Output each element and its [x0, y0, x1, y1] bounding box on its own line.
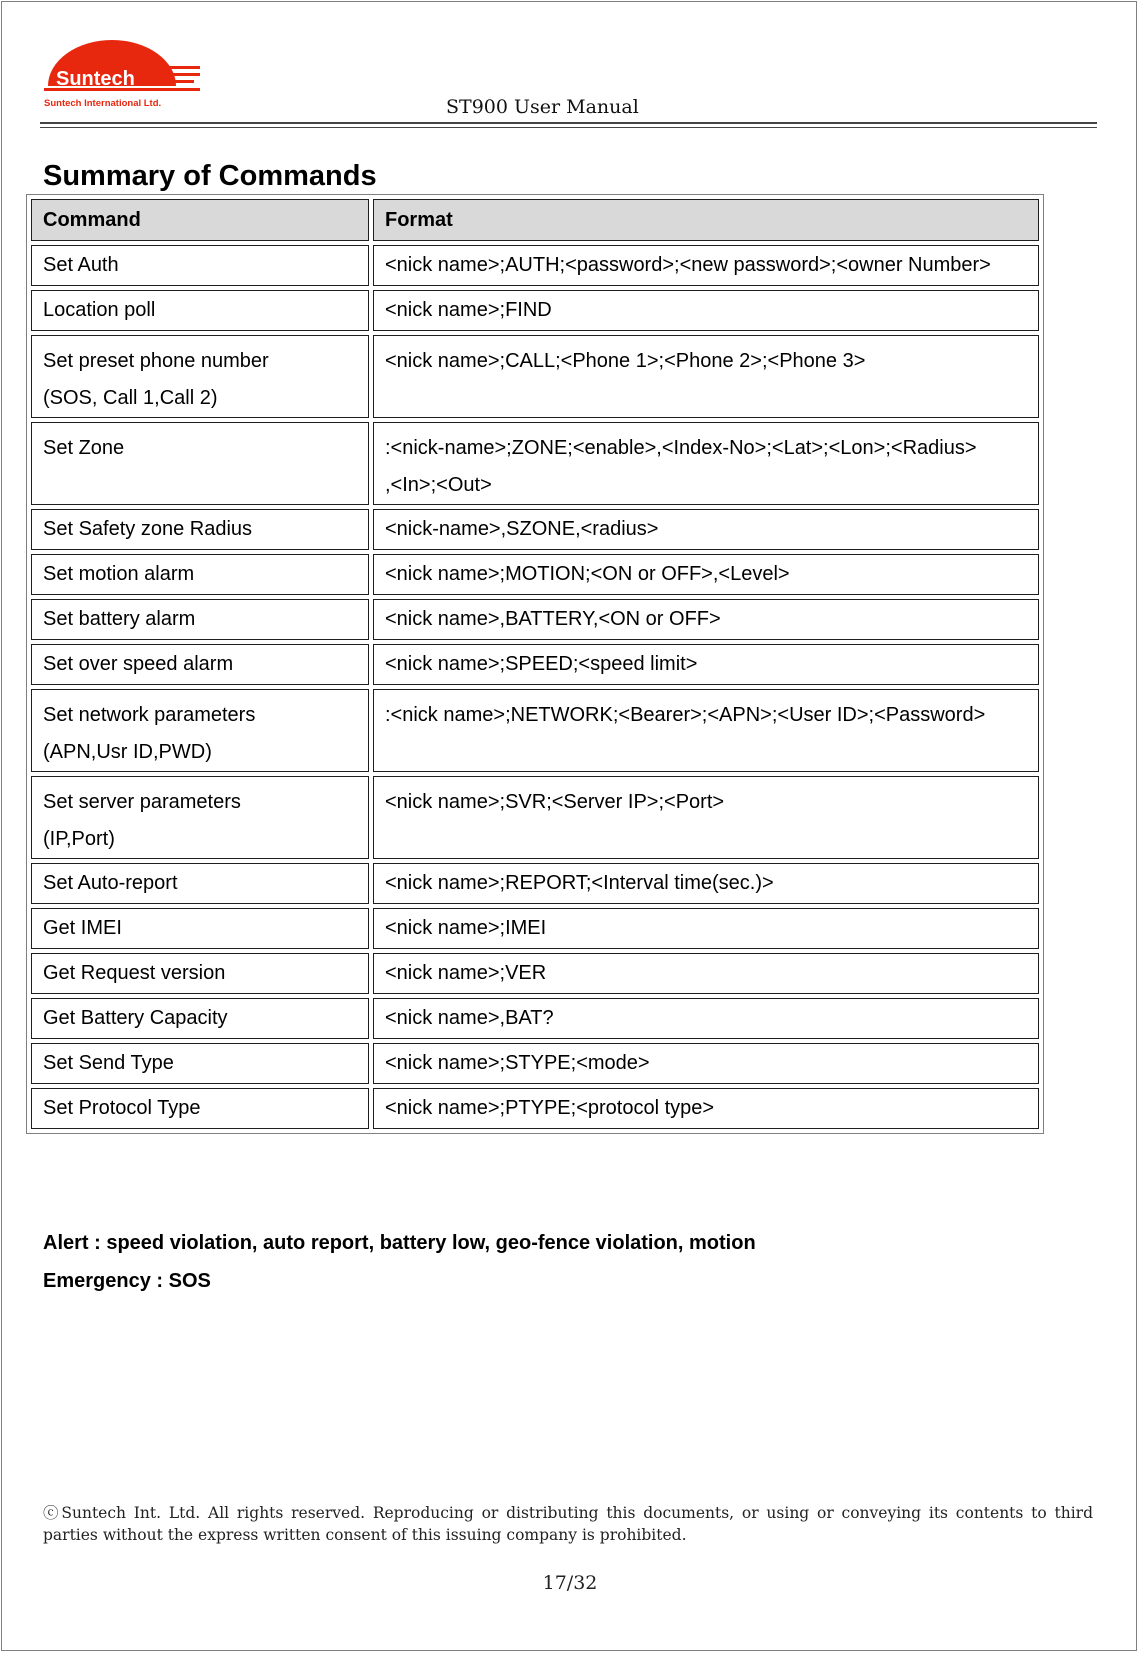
- command-cell-line: Get Battery Capacity: [43, 1007, 228, 1029]
- format-cell: [373, 554, 1039, 595]
- format-cell-line: <nick name>,BAT?: [385, 1007, 554, 1029]
- table-row: [31, 644, 1039, 685]
- command-cell: [31, 509, 369, 550]
- format-cell-line: <nick name>;REPORT;<Interval time(sec.)>: [385, 872, 774, 894]
- copyright-notice: ⓒSuntech Int. Ltd. All rights reserved. Reproducing or distributing this documents, or using or conveying its contents to third parties without the express written consent of this issuing company is prohibited.: [43, 1504, 1093, 1544]
- command-cell: [31, 554, 369, 595]
- format-cell-line: <nick name>;AUTH;<password>;<new password>;<owner Number>: [385, 254, 991, 276]
- format-cell: [373, 509, 1039, 550]
- table-row: [31, 599, 1039, 640]
- format-cell-line: :<nick-name>;ZONE;<enable>,<Index-No>;<Lat>;<Lon>;<Radius>: [385, 437, 977, 459]
- command-cell-line: Get Request version: [43, 962, 226, 984]
- command-cell-line: Set Send Type: [43, 1052, 174, 1074]
- command-cell-line: (APN,Usr ID,PWD): [43, 741, 212, 763]
- format-cell-line: ,<In>;<Out>: [385, 474, 492, 496]
- logo-tagline-text: Suntech International Ltd.: [44, 98, 162, 109]
- format-cell-line: <nick name>;IMEI: [385, 917, 547, 939]
- commands-table: [26, 194, 1044, 1134]
- format-cell: [373, 644, 1039, 685]
- table-row: [31, 953, 1039, 994]
- format-cell-line: <nick name>;SVR;<Server IP>;<Port>: [385, 791, 725, 813]
- format-cell: [373, 1043, 1039, 1084]
- command-cell: [31, 335, 369, 418]
- command-cell-line: Set battery alarm: [43, 608, 196, 630]
- command-cell-line: Set Auth: [43, 254, 119, 276]
- table-row: [31, 509, 1039, 550]
- command-cell: [31, 1043, 369, 1084]
- logo-stripe: [172, 73, 200, 76]
- format-cell: [373, 776, 1039, 859]
- format-cell-line: <nick name>;VER: [385, 962, 547, 984]
- format-cell-line: <nick name>;STYPE;<mode>: [385, 1052, 650, 1074]
- table-row: [31, 1088, 1039, 1129]
- table-row: [31, 335, 1039, 418]
- page-number: 17/32: [542, 1572, 598, 1594]
- format-cell: [373, 998, 1039, 1039]
- command-cell: [31, 953, 369, 994]
- command-cell: [31, 290, 369, 331]
- suntech-logo: [44, 38, 208, 118]
- format-cell: [373, 599, 1039, 640]
- table-row: [31, 554, 1039, 595]
- command-cell-line: Set over speed alarm: [43, 653, 234, 675]
- command-cell-line: Set Auto-report: [43, 872, 178, 894]
- table-row: [31, 776, 1039, 859]
- command-cell: [31, 245, 369, 286]
- format-cell: [373, 245, 1039, 286]
- format-cell-line: <nick name>;FIND: [385, 299, 552, 321]
- command-cell: [31, 776, 369, 859]
- logo-brand-text: Suntech: [56, 68, 135, 90]
- table-row: [31, 1043, 1039, 1084]
- command-cell: [31, 998, 369, 1039]
- command-cell: [31, 644, 369, 685]
- command-cell-line: Get IMEI: [43, 917, 122, 939]
- table-row: [31, 863, 1039, 904]
- format-cell-line: <nick name>,BATTERY,<ON or OFF>: [385, 608, 721, 630]
- format-cell: [373, 290, 1039, 331]
- header-rule-thin: [40, 127, 1097, 128]
- command-cell-line: Set network parameters: [43, 704, 256, 726]
- table-row: [31, 908, 1039, 949]
- format-cell: [373, 335, 1039, 418]
- format-cell: [373, 953, 1039, 994]
- section-title: Summary of Commands: [43, 160, 377, 192]
- table-row: [31, 689, 1039, 772]
- command-cell-line: Set server parameters: [43, 791, 241, 813]
- header-rule-thick: [40, 122, 1097, 124]
- command-cell-line: (IP,Port): [43, 828, 115, 850]
- table-row: [31, 998, 1039, 1039]
- document-title: ST900 User Manual: [446, 96, 639, 118]
- command-cell-line: Set preset phone number: [43, 350, 269, 372]
- format-cell-line: <nick name>;PTYPE;<protocol type>: [385, 1097, 715, 1119]
- logo-stripe: [168, 66, 200, 69]
- format-cell-line: <nick-name>,SZONE,<radius>: [385, 518, 659, 540]
- command-cell: [31, 1088, 369, 1129]
- command-cell-line: Set motion alarm: [43, 563, 195, 585]
- command-cell: [31, 422, 369, 505]
- command-cell-line: Set Zone: [43, 437, 125, 459]
- command-cell: [31, 689, 369, 772]
- table-row: [31, 422, 1039, 505]
- table-row: [31, 290, 1039, 331]
- format-cell: [373, 422, 1039, 505]
- command-cell: [31, 908, 369, 949]
- format-cell: [373, 908, 1039, 949]
- command-cell-line: Set Protocol Type: [43, 1097, 201, 1119]
- format-cell: [373, 689, 1039, 772]
- table-header-row: [31, 199, 1039, 241]
- command-cell-line: Set Safety zone Radius: [43, 518, 253, 540]
- command-cell: [31, 863, 369, 904]
- table-row: [31, 245, 1039, 286]
- command-cell-line: (SOS, Call 1,Call 2): [43, 387, 218, 409]
- format-cell: [373, 863, 1039, 904]
- format-cell-line: <nick name>;SPEED;<speed limit>: [385, 653, 698, 675]
- command-cell: [31, 599, 369, 640]
- command-cell-line: Location poll: [43, 299, 156, 321]
- column-header-command: Command: [31, 199, 369, 241]
- format-cell-line: :<nick name>;NETWORK;<Bearer>;<APN>;<User ID>;<Password>: [385, 704, 986, 726]
- column-header-format: Format: [373, 199, 1039, 241]
- format-cell-line: <nick name>;MOTION;<ON or OFF>,<Level>: [385, 563, 790, 585]
- alert-text: Alert : speed violation, auto report, battery low, geo-fence violation, motion: [43, 1232, 756, 1254]
- format-cell: [373, 1088, 1039, 1129]
- format-cell-line: <nick name>;CALL;<Phone 1>;<Phone 2>;<Phone 3>: [385, 350, 866, 372]
- emergency-text: Emergency : SOS: [43, 1270, 211, 1292]
- logo-stripe: [172, 80, 194, 83]
